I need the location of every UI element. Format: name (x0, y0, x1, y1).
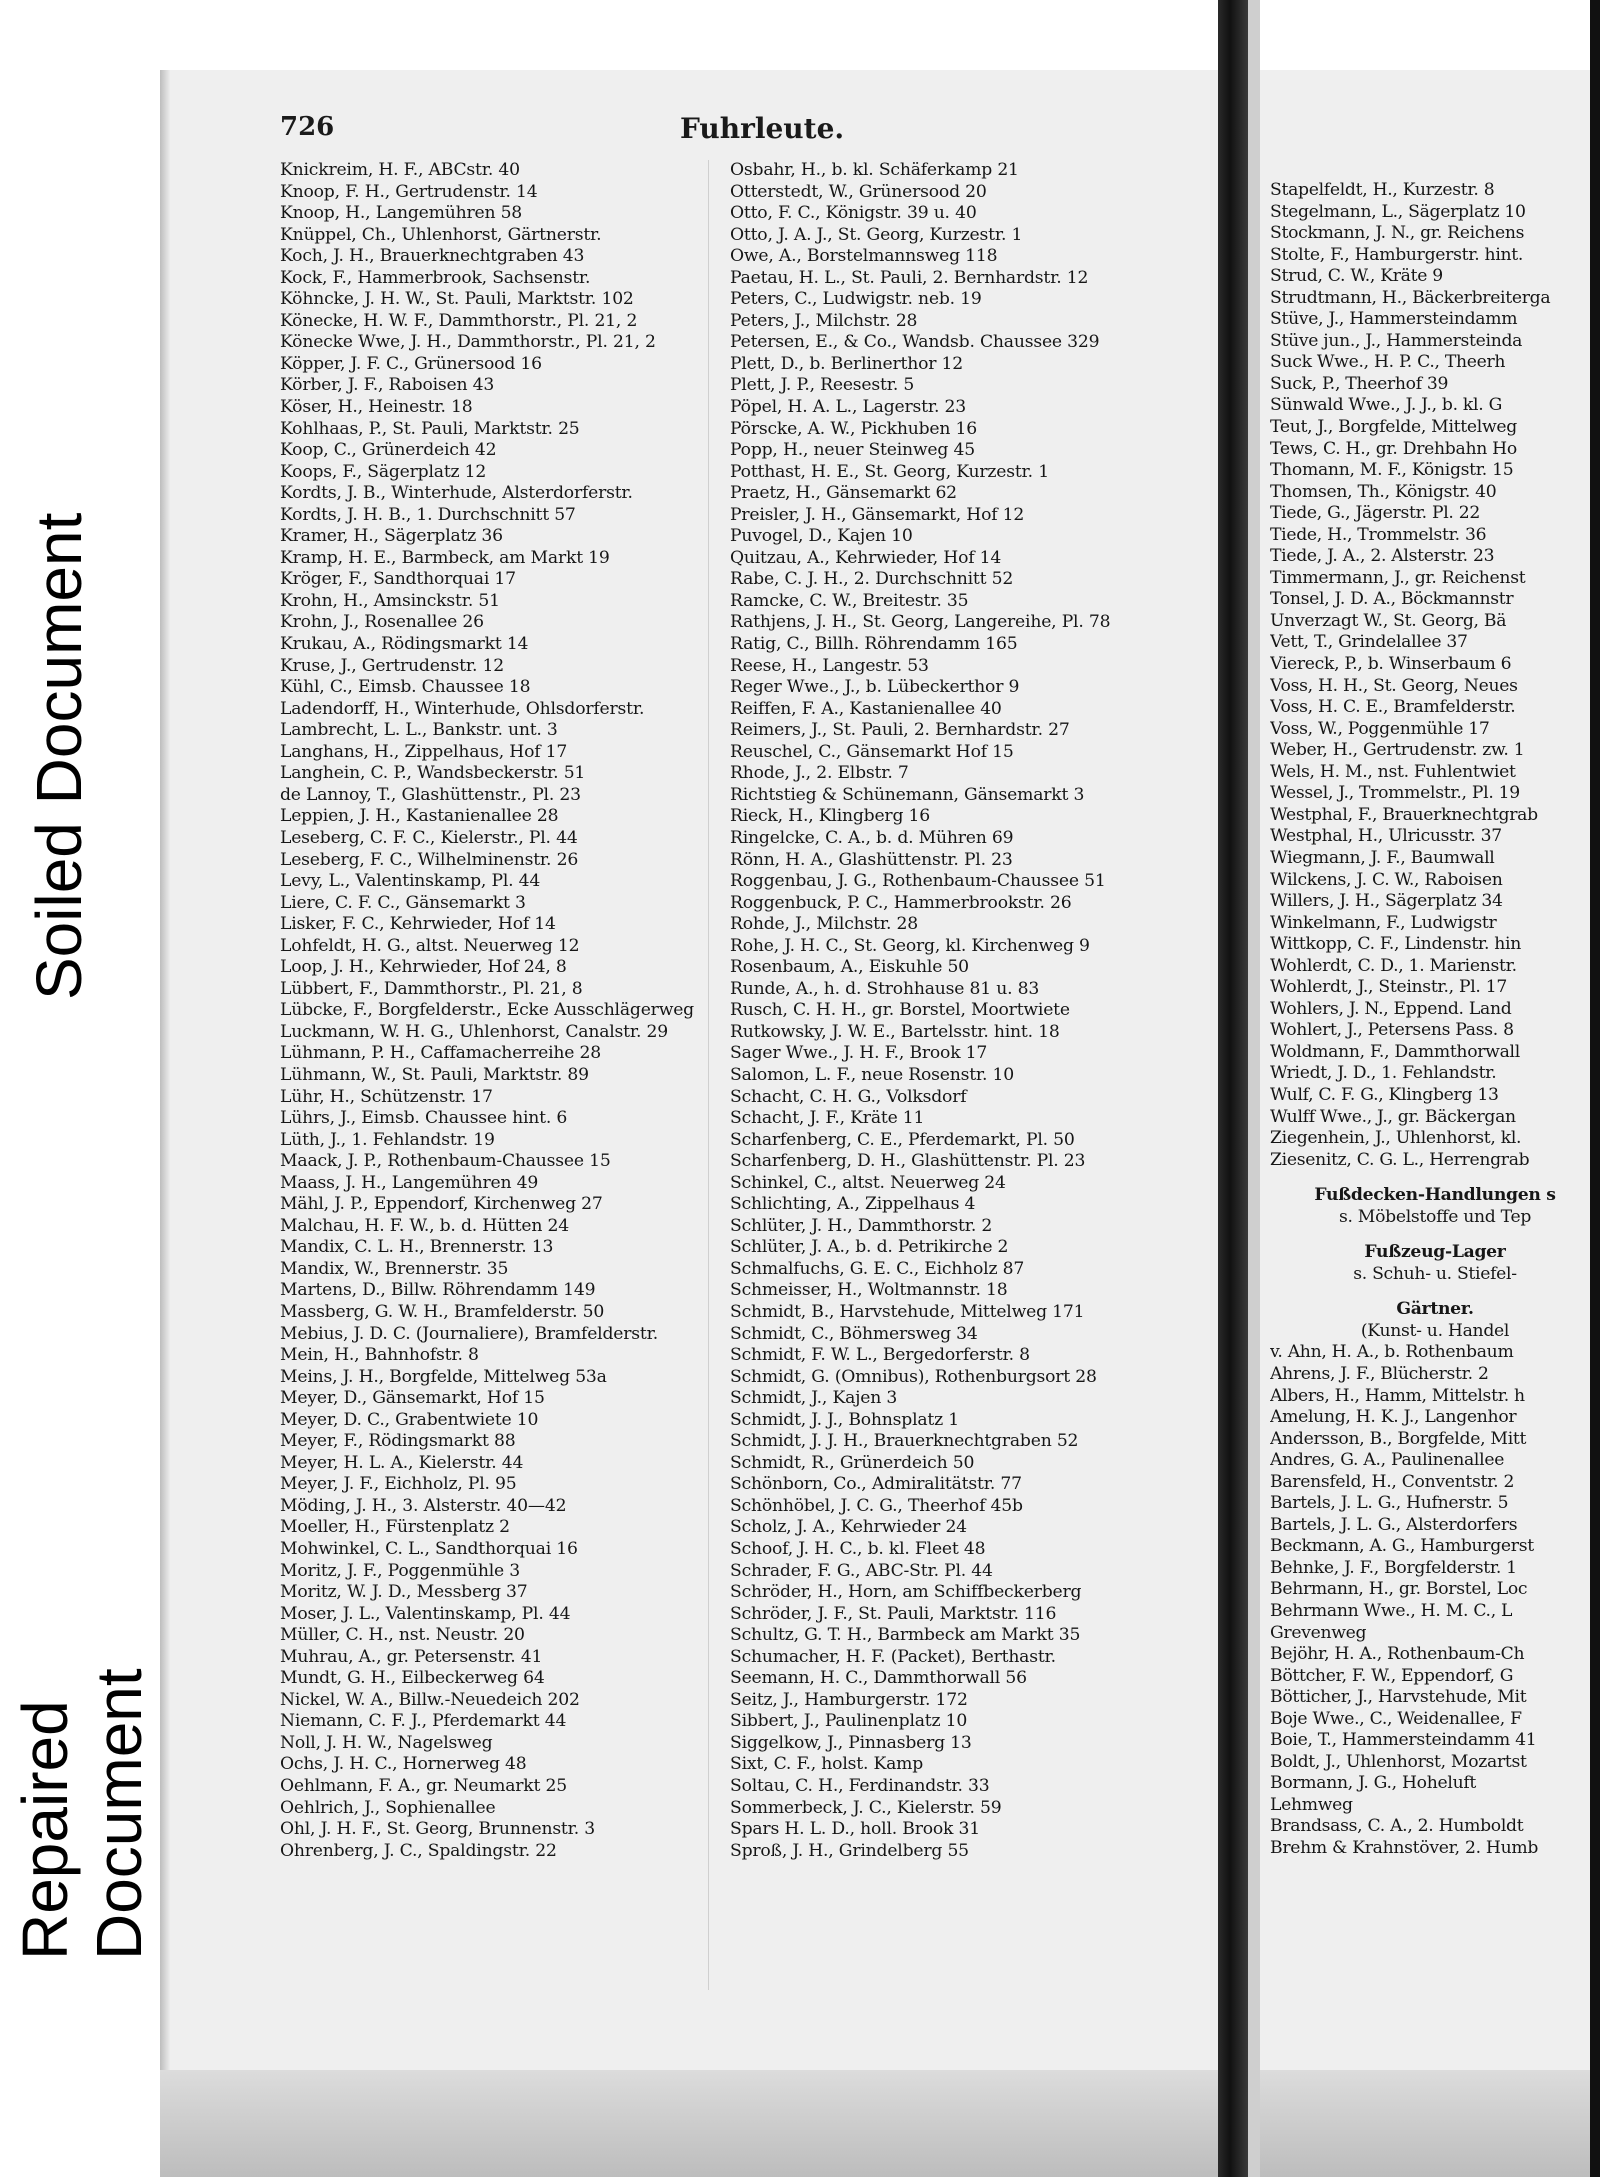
directory-entry: Meins, J. H., Borgfelde, Mittelweg 53a (280, 1366, 607, 1387)
directory-entry: Schröder, H., Horn, am Schiffbeckerberg (730, 1582, 1082, 1603)
section-heading: Fußdecken-Handlungen s (1314, 1185, 1556, 1206)
directory-entry: Bötticher, J., Harvstehude, Mit (1270, 1687, 1527, 1708)
directory-entry: Brandsass, C. A., 2. Humboldt (1270, 1816, 1524, 1837)
directory-entry: Schmidt, C., Böhmersweg 34 (730, 1323, 978, 1344)
directory-entry: Plett, J. P., Reesestr. 5 (730, 375, 915, 396)
directory-entry: Spars H. L. D., holl. Brook 31 (730, 1819, 980, 1840)
directory-entry: Stegelmann, L., Sägerplatz 10 (1270, 201, 1526, 222)
directory-entry: Mandix, C. L. H., Brennerstr. 13 (280, 1237, 554, 1258)
directory-entry: Maack, J. P., Rothenbaum-Chaussee 15 (280, 1151, 611, 1172)
directory-entry: Wohlerdt, C. D., 1. Marienstr. (1270, 955, 1517, 976)
directory-entry: Sixt, C. F., holst. Kamp (730, 1754, 924, 1775)
directory-entry: Sünwald Wwe., J. J., b. kl. G (1270, 395, 1502, 416)
scan-right-edge (1590, 0, 1600, 2177)
directory-entry: Tiede, J. A., 2. Alsterstr. 23 (1270, 546, 1495, 567)
directory-entry: Strud, C. W., Kräte 9 (1270, 266, 1443, 287)
facing-page (1260, 70, 1600, 2070)
directory-entry: Scholz, J. A., Kehrwieder 24 (730, 1517, 967, 1538)
directory-entry: Boje Wwe., C., Weidenallee, F (1270, 1708, 1522, 1729)
page-number: 726 (280, 112, 335, 142)
directory-entry: Knüppel, Ch., Uhlenhorst, Gärtnerstr. (280, 224, 602, 245)
directory-entry: Lühmann, P. H., Caffamacherreihe 28 (280, 1043, 602, 1064)
section-spacer (1270, 1285, 1600, 1299)
directory-entry: Lühr, H., Schützenstr. 17 (280, 1086, 493, 1107)
directory-entry: Soltau, C. H., Ferdinandstr. 33 (730, 1776, 990, 1797)
section-heading: Gärtner. (1396, 1299, 1474, 1320)
page-title: Fuhrleute. (680, 112, 845, 145)
directory-entry: Siggelkow, J., Pinnasberg 13 (730, 1732, 972, 1753)
directory-entry: Kohlhaas, P., St. Pauli, Marktstr. 25 (280, 418, 580, 439)
directory-entry: Moritz, W. J. D., Messberg 37 (280, 1582, 528, 1603)
page-left-edge (160, 70, 170, 2070)
directory-entry: Otto, J. A. J., St. Georg, Kurzestr. 1 (730, 224, 1023, 245)
directory-entry: Behrmann, H., gr. Borstel, Loc (1270, 1579, 1528, 1600)
directory-entry: Beckmann, A. G., Hamburgerst (1270, 1536, 1534, 1557)
directory-entry: Sibbert, J., Paulinenplatz 10 (730, 1711, 968, 1732)
directory-entry: Mundt, G. H., Eilbeckerweg 64 (280, 1668, 545, 1689)
directory-entry: Lisker, F. C., Kehrwieder, Hof 14 (280, 914, 556, 935)
directory-entry: Schönborn, Co., Admiralitätstr. 77 (730, 1474, 1022, 1495)
directory-entry: Könecke, H. W. F., Dammthorstr., Pl. 21, 2 (280, 310, 638, 331)
directory-entry: Wohlers, J. N., Eppend. Land (1270, 998, 1512, 1019)
directory-entry: Andres, G. A., Paulinenallee (1270, 1450, 1505, 1471)
directory-entry: Westphal, F., Brauerknechtgrab (1270, 804, 1538, 825)
directory-entry: Schacht, J. F., Kräte 11 (730, 1108, 925, 1129)
directory-entry: Schönhöbel, J. C. G., Theerhof 45b (730, 1495, 1023, 1516)
side-label-panel (0, 0, 160, 2177)
directory-entry: Schacht, C. H. G., Volksdorf (730, 1086, 967, 1107)
directory-entry: Ohrenberg, J. C., Spaldingstr. 22 (280, 1840, 557, 1861)
directory-entry: Niemann, C. F. J., Pferdemarkt 44 (280, 1711, 567, 1732)
directory-entry: Krohn, J., Rosenallee 26 (280, 612, 484, 633)
directory-entry: Rusch, C. H. H., gr. Borstel, Moortwiete (730, 1000, 1070, 1021)
directory-entry: Brehm & Krahnstöver, 2. Humb (1270, 1838, 1539, 1859)
directory-entry: Schlüter, J. H., Dammthorstr. 2 (730, 1215, 993, 1236)
directory-entry: Mohwinkel, C. L., Sandthorquai 16 (280, 1539, 578, 1559)
directory-entry: Voss, W., Poggenmühle 17 (1270, 718, 1490, 739)
directory-entry: Lohfeldt, H. G., altst. Neuerweg 12 (280, 935, 580, 956)
directory-entry: Ladendorff, H., Winterhude, Ohlsdorferstr. (280, 698, 645, 719)
directory-entry: Meyer, F., Rödingsmarkt 88 (280, 1431, 516, 1452)
directory-entry: Bormann, J. G., Hoheluft (1270, 1773, 1477, 1794)
directory-entry: Roggenbuck, P. C., Hammerbrookstr. 26 (730, 892, 1072, 913)
directory-entry: Krohn, H., Amsinckstr. 51 (280, 590, 500, 611)
directory-entry: v. Ahn, H. A., b. Rothenbaum (1270, 1342, 1514, 1363)
repaired-label-line2: Document (83, 1668, 155, 1960)
directory-entry: Kramer, H., Sägerplatz 36 (280, 526, 503, 547)
directory-entry: Lübcke, F., Borgfelderstr., Ecke Ausschlägerweg (280, 1000, 694, 1021)
scan-bottom-margin (160, 2070, 1600, 2177)
directory-entry: Albers, H., Hamm, Mittelstr. h (1270, 1385, 1525, 1406)
directory-entry: Richtstieg & Schünemann, Gänsemarkt 3 (730, 784, 1085, 805)
section-spacer (1270, 1228, 1600, 1242)
directory-entry: Ohl, J. H. F., St. Georg, Brunnenstr. 3 (280, 1819, 596, 1840)
directory-entry: Schmidt, J. J. H., Brauerknechtgraben 52 (730, 1431, 1079, 1452)
directory-entry: Potthast, H. E., St. Georg, Kurzestr. 1 (730, 461, 1049, 482)
directory-entry: Tiede, G., Jägerstr. Pl. 22 (1270, 503, 1481, 524)
directory-entry: Langhein, C. P., Wandsbeckerstr. 51 (280, 763, 586, 784)
directory-entry: Puvogel, D., Kajen 10 (730, 526, 913, 547)
directory-entry: Moser, J. L., Valentinskamp, Pl. 44 (280, 1603, 571, 1624)
directory-entry: Schmidt, G. (Omnibus), Rothenburgsort 28 (730, 1366, 1097, 1387)
directory-entry: Mähl, J. P., Eppendorf, Kirchenweg 27 (280, 1194, 603, 1215)
directory-entry: Paetau, H. L., St. Pauli, 2. Bernhardstr. 12 (730, 267, 1089, 288)
directory-entry: Wulff Wwe., J., gr. Bäckergan (1270, 1106, 1516, 1127)
directory-entry: Müller, C. H., nst. Neustr. 20 (280, 1625, 525, 1646)
directory-entry: Osbahr, H., b. kl. Schäferkamp 21 (730, 160, 1019, 180)
directory-entry: Popp, H., neuer Steinweg 45 (730, 440, 975, 461)
directory-entry: Grevenweg (1270, 1622, 1367, 1643)
directory-entry: Scharfenberg, C. E., Pferdemarkt, Pl. 50 (730, 1129, 1075, 1150)
directory-entry: Tews, C. H., gr. Drehbahn Ho (1270, 438, 1517, 459)
directory-entry: Peters, C., Ludwigstr. neb. 19 (730, 289, 982, 310)
directory-entry: Strudtmann, H., Bäckerbreiterga (1270, 287, 1551, 308)
directory-entry: Martens, D., Billw. Röhrendamm 149 (280, 1280, 596, 1301)
directory-entry: Muhrau, A., gr. Petersenstr. 41 (280, 1646, 543, 1667)
directory-entry: Rohe, J. H. C., St. Georg, kl. Kirchenweg 9 (730, 935, 1090, 956)
directory-entry: Weber, H., Gertrudenstr. zw. 1 (1270, 740, 1525, 761)
directory-entry: Meyer, H. L. A., Kielerstr. 44 (280, 1452, 524, 1473)
directory-entry: Knoop, F. H., Gertrudenstr. 14 (280, 181, 538, 202)
directory-entry: Reuschel, C., Gänsemarkt Hof 15 (730, 741, 1014, 762)
directory-entry: Noll, J. H. W., Nagelsweg (280, 1732, 493, 1753)
directory-entry: Voss, H. C. E., Bramfelderstr. (1270, 697, 1516, 718)
directory-entry: Oehlrich, J., Sophienallee (280, 1797, 496, 1818)
directory-entry: Plett, D., b. Berlinerthor 12 (730, 353, 964, 374)
directory-entry: Kröger, F., Sandthorquai 17 (280, 569, 516, 590)
directory-entry: Bartels, J. L. G., Hufnerstr. 5 (1270, 1493, 1509, 1514)
directory-entry: Tonsel, J. D. A., Böckmannstr (1270, 589, 1514, 610)
directory-entry: Knickreim, H. F., ABCstr. 40 (280, 160, 520, 180)
directory-entry: Köpper, J. F. C., Grünersood 16 (280, 353, 542, 374)
scanned-page (160, 0, 1600, 2177)
directory-entry: Wriedt, J. D., 1. Fehlandstr. (1270, 1063, 1497, 1084)
directory-entry: Willers, J. H., Sägerplatz 34 (1270, 891, 1503, 912)
directory-entry: de Lannoy, T., Glashüttenstr., Pl. 23 (280, 784, 581, 805)
section-subheading: s. Möbelstoffe und Tep (1338, 1206, 1532, 1227)
directory-column-middle (730, 160, 1215, 1862)
directory-entry: Schmidt, J., Kajen 3 (730, 1388, 898, 1409)
directory-entry: Ringelcke, C. A., b. d. Mühren 69 (730, 827, 1014, 848)
directory-entry: Rosenbaum, A., Eiskuhle 50 (730, 957, 969, 978)
directory-entry: Schlichting, A., Zippelhaus 4 (730, 1194, 976, 1215)
soiled-document-label: Soiled Document (23, 512, 95, 1000)
directory-entry: Barensfeld, H., Conventstr. 2 (1270, 1471, 1515, 1492)
directory-entry: Vett, T., Grindelallee 37 (1270, 632, 1468, 653)
directory-entry: Lüth, J., 1. Fehlandstr. 19 (280, 1129, 495, 1150)
directory-entry: Sommerbeck, J. C., Kielerstr. 59 (730, 1797, 1002, 1818)
directory-entry: Schoof, J. H. C., b. kl. Fleet 48 (730, 1539, 986, 1559)
directory-entry: Meyer, D. C., Grabentwiete 10 (280, 1409, 539, 1430)
section-heading: Fußzeug-Lager (1364, 1242, 1506, 1263)
directory-entry: Peters, J., Milchstr. 28 (730, 310, 918, 331)
directory-column-left (280, 160, 700, 1862)
directory-entry: Boie, T., Hammersteindamm 41 (1270, 1730, 1537, 1751)
directory-entry: Otto, F. C., Königstr. 39 u. 40 (730, 203, 977, 224)
directory-entry: Thomann, M. F., Königstr. 15 (1270, 460, 1514, 481)
directory-entry: Kramp, H. E., Barmbeck, am Markt 19 (280, 547, 610, 568)
directory-entry: Andersson, B., Borgfelde, Mitt (1270, 1428, 1527, 1449)
directory-entry: Wels, H. M., nst. Fuhlentwiet (1270, 761, 1516, 782)
directory-entry: Lührs, J., Eimsb. Chaussee hint. 6 (280, 1108, 568, 1129)
directory-entry: Köser, H., Heinestr. 18 (280, 397, 473, 418)
directory-entry: Behnke, J. F., Borgfelderstr. 1 (1270, 1557, 1517, 1578)
directory-entry: Reger Wwe., J., b. Lübeckerthor 9 (730, 677, 1020, 698)
directory-entry: Amelung, H. K. J., Langenhor (1270, 1407, 1517, 1428)
directory-entry: Scharfenberg, D. H., Glashüttenstr. Pl. 23 (730, 1151, 1086, 1172)
directory-entry: Leppien, J. H., Kastanienallee 28 (280, 806, 559, 827)
directory-entry: Winkelmann, F., Ludwigstr (1270, 912, 1497, 933)
directory-entry: Ziesenitz, C. G. L., Herrengrab (1270, 1149, 1530, 1170)
directory-entry: Wiegmann, J. F., Baumwall (1270, 847, 1495, 868)
directory-entry: Mandix, W., Brennerstr. 35 (280, 1258, 509, 1279)
directory-entry: Möding, J. H., 3. Alsterstr. 40—42 (280, 1495, 567, 1516)
directory-entry: Praetz, H., Gänsemarkt 62 (730, 483, 957, 504)
directory-entry: Massberg, G. W. H., Bramfelderstr. 50 (280, 1301, 605, 1322)
directory-entry: Roggenbau, J. G., Rothenbaum-Chaussee 51 (730, 871, 1106, 892)
directory-entry: Rathjens, J. H., St. Georg, Langereihe, Pl. 78 (730, 612, 1111, 633)
directory-entry: Stockmann, J. N., gr. Reichens (1270, 223, 1525, 244)
directory-entry: Rhode, J., 2. Elbstr. 7 (730, 763, 909, 784)
directory-entry: Maass, J. H., Langemühren 49 (280, 1172, 539, 1193)
directory-entry: Kruse, J., Gertrudenstr. 12 (280, 655, 504, 676)
directory-entry: Tiede, H., Trommelstr. 36 (1270, 524, 1487, 545)
directory-entry: Ochs, J. H. C., Hornerweg 48 (280, 1754, 527, 1775)
directory-entry: Mein, H., Bahnhofstr. 8 (280, 1345, 479, 1366)
directory-entry: Bejöhr, H. A., Rothenbaum-Ch (1270, 1644, 1525, 1665)
directory-entry: Moeller, H., Fürstenplatz 2 (280, 1517, 510, 1538)
directory-entry: Koops, F., Sägerplatz 12 (280, 461, 487, 482)
directory-entry: Reese, H., Langestr. 53 (730, 655, 929, 676)
directory-entry: Reiffen, F. A., Kastanienallee 40 (730, 698, 1002, 719)
directory-entry: Nickel, W. A., Billw.-Neuedeich 202 (280, 1689, 580, 1710)
section-subheading: s. Schuh- u. Stiefel- (1353, 1263, 1517, 1284)
directory-entry: Koop, C., Grünerdeich 42 (280, 440, 497, 461)
scan-top-margin (160, 0, 1600, 70)
directory-entry: Levy, L., Valentinskamp, Pl. 44 (280, 871, 541, 892)
directory-entry: Boldt, J., Uhlenhorst, Mozartst (1270, 1751, 1527, 1772)
directory-entry: Wohlert, J., Petersens Pass. 8 (1270, 1020, 1514, 1041)
directory-entry: Schmidt, J. J., Bohnsplatz 1 (730, 1409, 959, 1430)
directory-entry: Leseberg, F. C., Wilhelminenstr. 26 (280, 849, 579, 870)
directory-entry: Schmidt, F. W. L., Bergedorferstr. 8 (730, 1345, 1030, 1366)
directory-entry: Lühmann, W., St. Pauli, Marktstr. 89 (280, 1064, 589, 1085)
directory-entry: Westphal, H., Ulricusstr. 37 (1270, 826, 1502, 847)
directory-entry: Schröder, J. F., St. Pauli, Marktstr. 116 (730, 1603, 1057, 1624)
directory-entry: Wohlerdt, J., Steinstr., Pl. 17 (1270, 977, 1508, 998)
directory-entry: Malchau, H. F. W., b. d. Hütten 24 (280, 1215, 569, 1236)
directory-entry: Pöpel, H. A. L., Lagerstr. 23 (730, 397, 966, 418)
directory-entry: Langhans, H., Zippelhaus, Hof 17 (280, 741, 568, 762)
directory-entry: Bartels, J. L. G., Alsterdorfers (1270, 1514, 1518, 1535)
directory-entry: Koch, J. H., Brauerknechtgraben 43 (280, 246, 585, 267)
directory-entry: Runde, A., h. d. Strohhause 81 u. 83 (730, 978, 1040, 999)
directory-entry: Rohde, J., Milchstr. 28 (730, 914, 918, 935)
directory-entry: Köhncke, J. H. W., St. Pauli, Marktstr. 102 (280, 289, 634, 310)
directory-entry: Kock, F., Hammerbrook, Sachsenstr. (280, 267, 591, 288)
directory-entry: Seemann, H. C., Dammthorwall 56 (730, 1668, 1027, 1689)
directory-entry: Krukau, A., Rödingsmarkt 14 (280, 634, 529, 655)
directory-entry: Preisler, J. H., Gänsemarkt, Hof 12 (730, 504, 1025, 525)
directory-entry: Teut, J., Borgfelde, Mittelweg (1270, 417, 1517, 438)
directory-entry: Seitz, J., Hamburgerstr. 172 (730, 1689, 968, 1710)
directory-entry: Stüve jun., J., Hammersteinda (1270, 330, 1523, 351)
directory-entry: Thomsen, Th., Königstr. 40 (1270, 481, 1497, 502)
directory-entry: Sproß, J. H., Grindelberg 55 (730, 1840, 969, 1861)
directory-entry: Kühl, C., Eimsb. Chaussee 18 (280, 677, 531, 698)
directory-entry: Schmidt, B., Harvstehude, Mittelweg 171 (730, 1301, 1085, 1322)
directory-entry: Unverzagt W., St. Georg, Bä (1270, 610, 1507, 631)
directory-entry: Wessel, J., Trommelstr., Pl. 19 (1270, 783, 1520, 804)
directory-entry: Sager Wwe., J. H. F., Brook 17 (730, 1043, 988, 1064)
directory-entry: Schrader, F. G., ABC-Str. Pl. 44 (730, 1560, 993, 1581)
directory-entry: Kordts, J. H. B., 1. Durchschnitt 57 (280, 504, 576, 525)
directory-entry: Wilckens, J. C. W., Raboisen (1270, 869, 1503, 890)
directory-entry: Rieck, H., Klingberg 16 (730, 806, 930, 827)
directory-entry: Petersen, E., & Co., Wandsb. Chaussee 329 (730, 332, 1100, 353)
directory-entry: Owe, A., Borstelmannsweg 118 (730, 246, 998, 267)
directory-entry: Oehlmann, F. A., gr. Neumarkt 25 (280, 1776, 567, 1797)
directory-entry: Rönn, H. A., Glashüttenstr. Pl. 23 (730, 849, 1013, 870)
directory-entry: Otterstedt, W., Grünersood 20 (730, 181, 987, 202)
directory-entry: Mebius, J. D. C. (Journaliere), Bramfelderstr. (280, 1323, 658, 1344)
directory-entry: Schumacher, H. F. (Packet), Berthastr. (730, 1646, 1056, 1667)
directory-entry: Meyer, J. F., Eichholz, Pl. 95 (280, 1474, 517, 1495)
directory-entry: Ratig, C., Billh. Röhrendamm 165 (730, 634, 1018, 655)
directory-entry: Stapelfeldt, H., Kurzestr. 8 (1270, 180, 1495, 200)
directory-entry: Kordts, J. B., Winterhude, Alsterdorferstr. (280, 483, 633, 504)
column-divider (708, 160, 709, 1990)
directory-entry: Suck, P., Theerhof 39 (1270, 373, 1449, 394)
directory-entry: Ramcke, C. W., Breitestr. 35 (730, 590, 969, 611)
directory-entry: Lübbert, F., Dammthorstr., Pl. 21, 8 (280, 978, 583, 999)
directory-entry: Behrmann Wwe., H. M. C., L (1270, 1601, 1513, 1621)
directory-entry: Böttcher, F. W., Eppendorf, G (1270, 1665, 1514, 1686)
directory-entry: Luckmann, W. H. G., Uhlenhorst, Canalstr. 29 (280, 1021, 668, 1042)
directory-entry: Loop, J. H., Kehrwieder, Hof 24, 8 (280, 957, 567, 978)
directory-entry: Moritz, J. F., Poggenmühle 3 (280, 1560, 521, 1581)
directory-entry: Meyer, D., Gänsemarkt, Hof 15 (280, 1388, 545, 1409)
directory-entry: Suck Wwe., H. P. C., Theerh (1270, 352, 1506, 373)
directory-entry: Schmidt, R., Grünerdeich 50 (730, 1452, 975, 1473)
directory-entry: Körber, J. F., Raboisen 43 (280, 375, 495, 396)
directory-column-right (1270, 180, 1600, 1860)
directory-entry: Liere, C. F. C., Gänsemarkt 3 (280, 892, 526, 913)
directory-entry: Salomon, L. F., neue Rosenstr. 10 (730, 1064, 1015, 1085)
directory-entry: Ziegenhein, J., Uhlenhorst, kl. (1270, 1128, 1522, 1149)
directory-entry: Rabe, C. J. H., 2. Durchschnitt 52 (730, 569, 1014, 590)
directory-entry: Stolte, F., Hamburgerstr. hint. (1270, 244, 1524, 265)
binding-gap (1248, 0, 1260, 2177)
section-spacer (1270, 1171, 1600, 1185)
directory-entry: Ahrens, J. F., Blücherstr. 2 (1270, 1363, 1489, 1384)
directory-entry: Voss, H. H., St. Georg, Neues (1270, 675, 1518, 696)
section-subheading: (Kunst- u. Handel (1360, 1320, 1510, 1341)
directory-entry: Schlüter, J. A., b. d. Petrikirche 2 (730, 1237, 1009, 1258)
directory-entry: Schinkel, C., altst. Neuerweg 24 (730, 1172, 1006, 1193)
directory-entry: Wittkopp, C. F., Lindenstr. hin (1270, 934, 1522, 955)
directory-entry: Woldmann, F., Dammthorwall (1270, 1041, 1520, 1062)
directory-entry: Könecke Wwe, J. H., Dammthorstr., Pl. 21, 2 (280, 332, 656, 353)
directory-entry: Timmermann, J., gr. Reichenst (1270, 567, 1526, 588)
directory-entry: Wulf, C. F. G., Klingberg 13 (1270, 1084, 1499, 1105)
directory-entry: Viereck, P., b. Winserbaum 6 (1270, 654, 1512, 675)
directory-entry: Stüve, J., Hammersteindamm (1270, 309, 1518, 330)
directory-entry: Knoop, H., Langemühren 58 (280, 203, 523, 224)
directory-entry: Lambrecht, L. L., Bankstr. unt. 3 (280, 720, 558, 741)
directory-entry: Schmeisser, H., Woltmannstr. 18 (730, 1280, 1008, 1301)
directory-entry: Rutkowsky, J. W. E., Bartelsstr. hint. 18 (730, 1021, 1060, 1042)
book-binding (1218, 0, 1248, 2177)
directory-entry: Schultz, G. T. H., Barmbeck am Markt 35 (730, 1625, 1081, 1646)
repaired-label-line1: Repaired (9, 1700, 81, 1960)
directory-entry: Reimers, J., St. Pauli, 2. Bernhardstr. 27 (730, 720, 1070, 741)
directory-entry: Pörscke, A. W., Pickhuben 16 (730, 418, 977, 439)
directory-entry: Quitzau, A., Kehrwieder, Hof 14 (730, 547, 1002, 568)
directory-entry: Leseberg, C. F. C., Kielerstr., Pl. 44 (280, 827, 578, 848)
directory-entry: Lehmweg (1270, 1794, 1353, 1815)
directory-entry: Schmalfuchs, G. E. C., Eichholz 87 (730, 1258, 1025, 1279)
